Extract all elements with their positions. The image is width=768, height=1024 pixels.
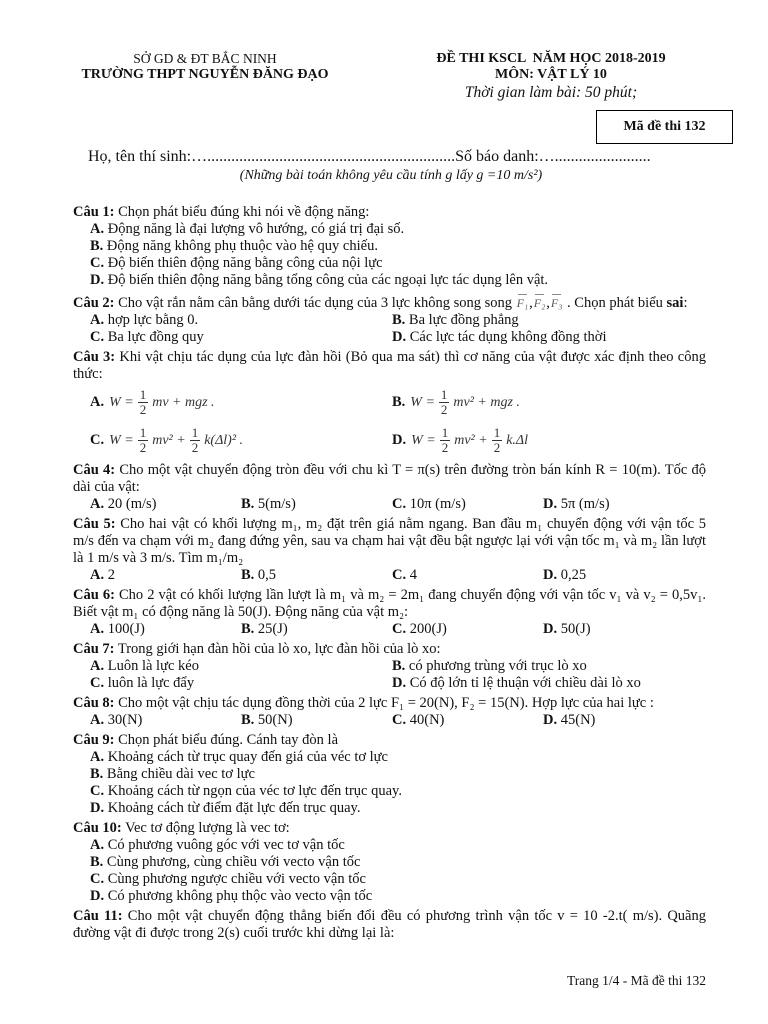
question-4 xyxy=(73,462,706,513)
option-a xyxy=(90,749,706,766)
question-text: Cho một vật chịu tác dụng đồng thời của 2 lực F₁ = 20(N), F₂ = 15(N). Hợp lực của hai lực : xyxy=(118,695,654,711)
exam-duration: Thời gian làm bài: 50 phút; xyxy=(464,84,638,101)
option-letter: A. xyxy=(90,567,105,583)
option-a xyxy=(90,712,241,729)
option-text: Ba lực đồng quy xyxy=(107,329,204,345)
id-label: Số báo danh: xyxy=(455,148,539,165)
option-letter: D. xyxy=(90,272,105,288)
denominator: 2 xyxy=(493,439,501,455)
option-b xyxy=(241,712,392,729)
option-letter: C. xyxy=(392,567,407,583)
options xyxy=(73,658,706,692)
option-letter: C. xyxy=(90,329,105,345)
option-a xyxy=(90,567,241,584)
options xyxy=(73,383,706,459)
option-b xyxy=(241,567,392,584)
option-letter: C. xyxy=(90,783,105,799)
option-c xyxy=(392,712,543,729)
option-text: có phương trùng với trục lò xo xyxy=(408,658,587,674)
option-text: Có phương không phụ thộc vào vecto vận tốc xyxy=(107,888,373,904)
question-text: Khi vật chịu tác dụng của lực đàn hồi (Bỏ qua ma sát) thì cơ năng của vật được xác định theo công thức: xyxy=(73,349,706,382)
option-letter: C. xyxy=(90,675,105,691)
vector-separator: , xyxy=(546,295,550,311)
question-3 xyxy=(73,349,706,459)
option-b xyxy=(392,383,706,421)
question-text-end: : xyxy=(683,295,688,311)
numerator: 1 xyxy=(493,424,501,440)
formula xyxy=(411,426,528,455)
question-text: Cho một vật chuyển động thẳng biến đổi đều có phương trình vận tốc v = 10 -2.t( m/s). Quãng đường vật đi được trong 2(s) cuối trước khi dừng lại là: xyxy=(73,908,706,941)
option-text: Động năng không phụ thuộc vào hệ quy chiếu. xyxy=(106,238,378,254)
question-stem xyxy=(73,292,706,312)
option-letter: B. xyxy=(241,496,255,512)
option-letter: B. xyxy=(241,621,255,637)
option-c xyxy=(90,783,706,800)
option-text: Độ biến thiên động năng bằng công của nội lực xyxy=(107,255,383,271)
question-text: Cho hai vật có khối lượng m₁, m₂ đặt trên giá nằm ngang. Ban đầu m₁ chuyển động với vận tốc 5 m/s đến va chạm với m₂ đang đứng yên, sau va chạm hai vật đều bật ngược lại với vận tốc m₁ và m₂ lần lượt là 1 m/s và 3 m/s. Tìm m₁/m₂ xyxy=(73,516,706,566)
option-letter: A. xyxy=(90,749,105,765)
option-text: Cùng phương, cùng chiều với vecto vận tốc xyxy=(106,854,361,870)
fraction xyxy=(190,426,201,455)
option-text: Khoảng cách từ điểm đặt lực đến trục quay. xyxy=(107,800,361,816)
option-d xyxy=(392,329,706,346)
option-letter: B. xyxy=(90,854,104,870)
option-letter: A. xyxy=(90,393,105,410)
option-text: 25(J) xyxy=(257,621,288,637)
option-text: 0,5 xyxy=(257,567,277,583)
option-d xyxy=(543,567,706,584)
question-label: Câu 6: xyxy=(73,587,115,603)
option-b xyxy=(392,312,706,329)
page-footer: Trang 1/4 - Mã đề thi 132 xyxy=(567,973,706,988)
option-letter: C. xyxy=(90,255,105,271)
option-b xyxy=(392,658,706,675)
question-stem xyxy=(73,641,706,658)
force-vector-f1: F₁ xyxy=(517,292,529,312)
option-letter: A. xyxy=(90,221,105,237)
option-text: 2 xyxy=(107,567,115,583)
option-letter: B. xyxy=(90,238,104,254)
question-label: Câu 1: xyxy=(73,204,115,220)
question-label: Câu 10: xyxy=(73,820,122,836)
question-stem xyxy=(73,908,706,942)
option-letter: A. xyxy=(90,837,105,853)
option-c xyxy=(90,329,392,346)
numerator: 1 xyxy=(139,386,147,402)
option-letter: B. xyxy=(241,712,255,728)
option-c xyxy=(90,675,392,692)
options xyxy=(73,221,706,289)
option-text: 20 (m/s) xyxy=(107,496,157,512)
question-label: Câu 9: xyxy=(73,732,115,748)
fraction xyxy=(138,426,149,455)
option-c xyxy=(392,496,543,513)
option-b xyxy=(241,621,392,638)
option-c xyxy=(90,255,706,272)
option-text: Các lực tác dụng không đồng thời xyxy=(409,329,607,345)
question-text: Trong giới hạn đàn hồi của lò xo, lực đàn hồi của lò xo: xyxy=(117,641,441,657)
option-text: 4 xyxy=(409,567,417,583)
question-text: Cho một vật chuyển động tròn đều với chu kì T = π(s) trên đường tròn bán kính R = 10(m). Tốc độ dài của vật: xyxy=(73,462,707,495)
options xyxy=(73,567,706,584)
formula xyxy=(109,388,214,417)
formula-lhs: W = xyxy=(410,394,435,410)
school-header xyxy=(75,51,335,83)
option-text: Có phương vuông góc với vec tơ vận tốc xyxy=(107,837,345,853)
option-c xyxy=(392,621,543,638)
question-9 xyxy=(73,732,706,817)
denominator: 2 xyxy=(191,439,199,455)
denominator: 2 xyxy=(441,439,449,455)
exam-header xyxy=(411,51,691,103)
option-letter: A. xyxy=(90,621,105,637)
numerator: 1 xyxy=(139,424,147,440)
options xyxy=(73,496,706,513)
option-a xyxy=(90,837,706,854)
formula-term: mv² + xyxy=(454,432,488,448)
formula-lhs: W = xyxy=(109,394,134,410)
option-text: luôn là lực đẩy xyxy=(107,675,195,691)
denominator: 2 xyxy=(440,401,448,417)
option-text: Khoảng cách từ ngọn của véc tơ lực đến trục quay. xyxy=(107,783,402,799)
formula-lhs: W = xyxy=(411,432,436,448)
option-letter: C. xyxy=(392,621,407,637)
candidate-info-line xyxy=(88,148,651,166)
option-d xyxy=(543,621,706,638)
option-d xyxy=(90,272,706,289)
exam-subject: MÔN: VẬT LÝ 10 xyxy=(495,67,607,82)
option-text: Luôn là lực kéo xyxy=(107,658,199,674)
question-emphasis: sai xyxy=(666,295,684,311)
option-letter: D. xyxy=(90,800,105,816)
option-d xyxy=(392,421,706,459)
option-a xyxy=(90,312,392,329)
option-text: Động năng là đại lượng vô hướng, có giá trị đại số. xyxy=(107,221,405,237)
option-b xyxy=(90,238,706,255)
option-c xyxy=(90,421,392,459)
option-letter: D. xyxy=(543,621,558,637)
option-text: 30(N) xyxy=(107,712,143,728)
option-text: Bằng chiều dài vec tơ lực xyxy=(106,766,255,782)
question-stem xyxy=(73,349,706,383)
question-label: Câu 5: xyxy=(73,516,116,532)
option-letter: D. xyxy=(543,496,558,512)
options xyxy=(73,712,706,729)
option-text: 50(J) xyxy=(560,621,591,637)
question-7 xyxy=(73,641,706,692)
option-text: Khoảng cách từ trục quay đến giá của véc tơ lực xyxy=(107,749,388,765)
option-letter: B. xyxy=(392,393,406,410)
question-stem xyxy=(73,820,706,837)
option-b xyxy=(90,766,706,783)
options xyxy=(73,837,706,905)
option-text: 5π (m/s) xyxy=(560,496,610,512)
option-letter: C. xyxy=(90,431,105,448)
question-stem xyxy=(73,204,706,221)
numerator: 1 xyxy=(440,386,448,402)
option-letter: C. xyxy=(90,871,105,887)
option-letter: D. xyxy=(90,888,105,904)
option-d xyxy=(90,800,706,817)
option-text: Cùng phương ngược chiều với vecto vận tốc xyxy=(107,871,366,887)
formula-lhs: W = xyxy=(109,432,134,448)
department-name: SỞ GD & ĐT BẮC NINH xyxy=(133,51,277,66)
option-text: 100(J) xyxy=(107,621,145,637)
question-text: Cho 2 vật có khối lượng lần lượt là m₁ và m₂ = 2m₁ đang chuyển động với vận tốc v₁ và v₂ = 0,5v₁. Biết vật m₁ có động năng là 50(J). Động năng của vật m₂: xyxy=(73,587,706,620)
question-10 xyxy=(73,820,706,905)
option-text: Có độ lớn tỉ lệ thuận với chiều dài lò xo xyxy=(409,675,641,691)
question-label: Câu 3: xyxy=(73,349,116,365)
exam-code-box: Mã đề thi 132 xyxy=(596,110,733,144)
question-text: Chọn phát biểu đúng. Cánh tay đòn là xyxy=(118,732,339,748)
id-dots: …........................ xyxy=(538,148,651,165)
numerator: 1 xyxy=(191,424,199,440)
option-letter: A. xyxy=(90,658,105,674)
option-letter: A. xyxy=(90,712,105,728)
option-text: 40(N) xyxy=(409,712,445,728)
question-6 xyxy=(73,587,706,638)
option-letter: D. xyxy=(392,431,407,448)
option-letter: B. xyxy=(392,658,406,674)
option-text: Ba lực đồng phẳng xyxy=(408,312,519,328)
option-text: 0,25 xyxy=(560,567,587,583)
options xyxy=(73,749,706,817)
option-letter: C. xyxy=(392,496,407,512)
question-5 xyxy=(73,516,706,584)
question-label: Câu 11: xyxy=(73,908,123,924)
fraction xyxy=(439,388,450,417)
option-text: 5(m/s) xyxy=(257,496,296,512)
force-vector-f2: F₂ xyxy=(534,292,546,312)
option-text: 200(J) xyxy=(409,621,447,637)
option-letter: B. xyxy=(90,766,104,782)
option-letter: D. xyxy=(392,329,407,345)
formula-term: k(Δl)² . xyxy=(204,432,244,448)
option-c xyxy=(392,567,543,584)
question-text: Chọn phát biểu đúng khi nói về động năng: xyxy=(118,204,370,220)
option-d xyxy=(90,888,706,905)
option-d xyxy=(392,675,706,692)
options xyxy=(73,621,706,638)
question-text: Cho vật rắn nằm cân bằng dưới tác dụng của 3 lực không song song xyxy=(118,295,512,311)
fraction xyxy=(492,426,503,455)
fraction xyxy=(440,426,451,455)
force-vector-f3: F₃ xyxy=(551,292,563,312)
option-b xyxy=(241,496,392,513)
question-label: Câu 2: xyxy=(73,295,115,311)
question-8 xyxy=(73,695,706,729)
formula-term: mv + mgz . xyxy=(152,394,215,410)
option-a xyxy=(90,658,392,675)
formula xyxy=(410,388,520,417)
question-text: Vec tơ động lượng là vec tơ: xyxy=(125,820,290,836)
option-text: 50(N) xyxy=(257,712,293,728)
option-text: Độ biến thiên động năng bằng tổng công của các ngoại lực tác dụng lên vật. xyxy=(107,272,549,288)
question-stem xyxy=(73,732,706,749)
question-stem xyxy=(73,587,706,621)
option-letter: A. xyxy=(90,496,105,512)
question-label: Câu 8: xyxy=(73,695,115,711)
formula-term: k.Δl xyxy=(506,432,529,448)
option-letter: A. xyxy=(90,312,105,328)
denominator: 2 xyxy=(139,439,147,455)
option-d xyxy=(543,712,706,729)
question-label: Câu 7: xyxy=(73,641,115,657)
formula-term: mv² + mgz . xyxy=(453,394,520,410)
option-letter: D. xyxy=(543,567,558,583)
question-stem xyxy=(73,516,706,567)
question-label: Câu 4: xyxy=(73,462,116,478)
option-a xyxy=(90,221,706,238)
question-11 xyxy=(73,908,706,942)
option-text: 45(N) xyxy=(560,712,596,728)
option-text: hợp lực bằng 0. xyxy=(107,312,199,328)
option-letter: B. xyxy=(392,312,406,328)
option-text: 10π (m/s) xyxy=(409,496,466,512)
question-1 xyxy=(73,204,706,289)
option-a xyxy=(90,383,392,421)
option-c xyxy=(90,871,706,888)
question-stem xyxy=(73,462,706,496)
option-b xyxy=(90,854,706,871)
option-d xyxy=(543,496,706,513)
denominator: 2 xyxy=(139,401,147,417)
formula xyxy=(109,426,243,455)
option-letter: C. xyxy=(392,712,407,728)
school-name: TRƯỜNG THPT NGUYỄN ĐĂNG ĐẠO xyxy=(81,67,329,82)
option-letter: D. xyxy=(392,675,407,691)
name-label: Họ, tên thí sinh: xyxy=(88,148,192,165)
option-letter: B. xyxy=(241,567,255,583)
option-a xyxy=(90,621,241,638)
question-2 xyxy=(73,292,706,346)
question-text-after: . Chọn phát biểu xyxy=(567,295,663,311)
formula-term: mv² + xyxy=(152,432,186,448)
option-a xyxy=(90,496,241,513)
exam-title: ĐỀ THI KSCL NĂM HỌC 2018-2019 xyxy=(436,51,666,66)
question-list xyxy=(73,204,706,942)
option-letter: D. xyxy=(543,712,558,728)
gravity-note: (Những bài toán không yêu cầu tính g lấy g =10 m/s²) xyxy=(239,168,543,183)
question-stem xyxy=(73,695,706,712)
options xyxy=(73,312,706,346)
vector-separator: , xyxy=(529,295,533,311)
name-dots: ….............................................................. xyxy=(191,148,456,165)
fraction xyxy=(138,388,149,417)
numerator: 1 xyxy=(441,424,449,440)
